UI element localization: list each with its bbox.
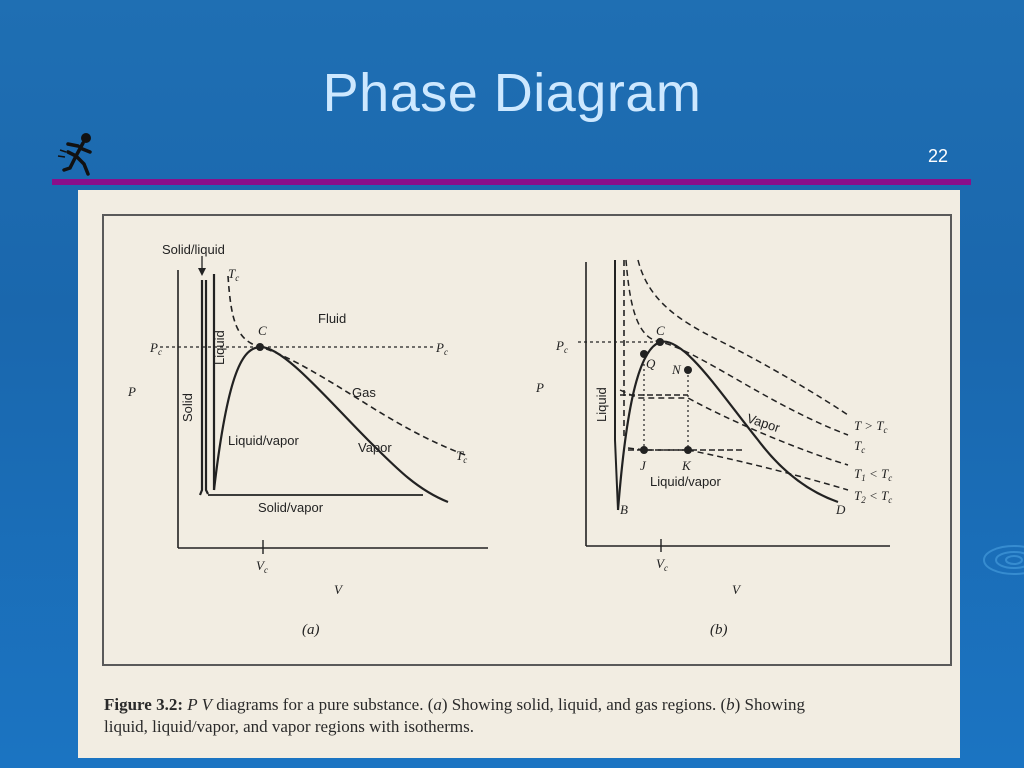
pv-diagram-figure [78,190,960,758]
label-pc-a: $P_c$ [150,340,162,357]
caption-pv: P V [187,695,212,714]
label-gas: Gas [352,385,376,400]
label-v-axis-a: V [334,582,342,597]
label-j: J [640,458,646,473]
label-solid-liquid: Solid/liquid [162,242,225,257]
label-solid-vapor: Solid/vapor [258,500,324,515]
label-t-gt-tc: $T > T_c$ [854,418,888,435]
label-pc-right-a: $P_c$ [436,340,448,357]
caption-label: Figure 3.2: [104,695,184,714]
label-vapor-b: Vapor [745,410,782,436]
panel-b [535,260,892,638]
label-b: B [620,502,628,517]
label-critical-point-b: C [656,323,665,338]
panel-a-saturation-dome [214,347,448,502]
running-figure-icon [56,130,100,176]
figure-caption [104,694,960,738]
page-number: 22 [928,146,949,166]
caption-panel-b: (b) [710,622,728,638]
caption-panel-a: (a) [302,622,320,638]
label-solid-a: Solid [180,393,195,422]
label-p-axis-b: P [536,380,544,395]
label-pc-b: $P_c$ [556,338,568,355]
label-vc-a: $V_c$ [256,558,268,575]
label-q: Q [646,356,656,371]
label-critical-point-a: C [258,323,267,338]
label-tc-right-a: $T_c$ [456,448,468,465]
label-liquid-b: Liquid [594,387,609,422]
label-tc-b: $T_c$ [854,438,866,455]
label-liquid-a: Liquid [212,330,227,365]
caption-line-2: liquid, liquid/vapor, and vapor regions with isotherms. [104,717,474,736]
label-t2: $T_2 < T_c$ [854,488,893,505]
divider-rule [52,179,971,185]
label-t1: $T_1 < T_c$ [854,466,893,483]
label-n: N [672,362,681,377]
label-p-axis-a: P [128,384,136,399]
label-vc-b: $V_c$ [656,556,668,573]
label-liquid-vapor-b: Liquid/vapor [650,474,721,489]
pv-diagrams-svg [78,190,960,690]
label-fluid: Fluid [318,311,347,326]
label-v-axis-b: V [732,582,740,597]
label-d: D [836,502,846,517]
caption-line-1: Figure 3.2: P V diagrams for a pure substance. (a) Showing solid, liquid, and gas regions. (b) Showing [104,695,806,714]
label-vapor-a: Vapor [358,440,392,455]
label-liquid-vapor-a: Liquid/vapor [228,433,299,448]
panel-a [127,242,488,638]
label-k: K [682,458,691,473]
label-tc-top: $T_c$ [228,266,240,283]
page-title: Phase Diagram [322,63,702,123]
